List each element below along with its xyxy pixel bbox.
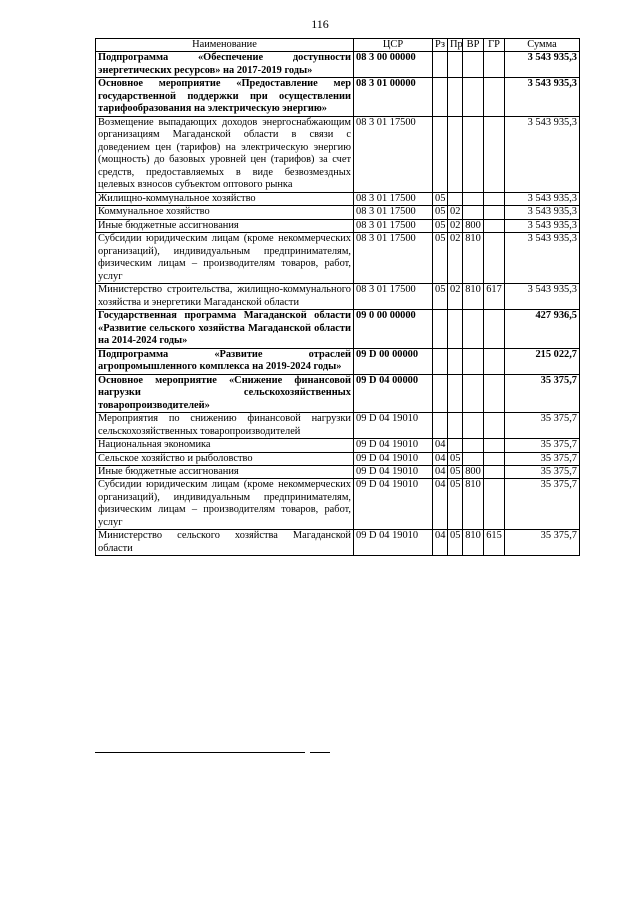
cell-sum: 3 543 935,3 — [505, 206, 580, 219]
header-sum: Сумма — [505, 39, 580, 52]
cell-gr — [484, 452, 505, 465]
cell-name: Мероприятия по снижению финансовой нагрузки сельскохозяйственных товаропроизводителей — [96, 413, 354, 439]
table-row — [96, 116, 580, 192]
cell-csr: 08 3 01 17500 — [354, 284, 433, 310]
cell-sum: 35 375,7 — [505, 452, 580, 465]
cell-sum: 35 375,7 — [505, 530, 580, 556]
header-pr: Пр — [448, 39, 463, 52]
cell-vr — [463, 413, 484, 439]
cell-csr: 08 3 00 00000 — [354, 52, 433, 78]
cell-rz: 04 — [433, 530, 448, 556]
cell-pr — [448, 116, 463, 192]
cell-rz — [433, 413, 448, 439]
cell-sum: 427 936,5 — [505, 310, 580, 348]
cell-csr: 09 D 04 19010 — [354, 452, 433, 465]
table-row — [96, 374, 580, 412]
cell-csr: 08 3 01 00000 — [354, 78, 433, 116]
cell-vr — [463, 52, 484, 78]
cell-name: Субсидии юридическим лицам (кроме некоммерческих организаций), индивидуальным предпринимателям, физическим лицам – производителям товаров, работ, услуг — [96, 479, 354, 530]
cell-gr — [484, 78, 505, 116]
cell-gr — [484, 465, 505, 478]
cell-pr: 05 — [448, 452, 463, 465]
cell-vr: 810 — [463, 530, 484, 556]
cell-vr — [463, 374, 484, 412]
cell-rz — [433, 348, 448, 374]
header-csr: ЦСР — [354, 39, 433, 52]
cell-csr: 09 D 04 19010 — [354, 479, 433, 530]
cell-pr — [448, 78, 463, 116]
cell-rz — [433, 310, 448, 348]
table-row — [96, 52, 580, 78]
cell-vr — [463, 439, 484, 452]
table-row — [96, 219, 580, 232]
cell-rz: 04 — [433, 465, 448, 478]
cell-name: Иные бюджетные ассигнования — [96, 219, 354, 232]
cell-name: Возмещение выпадающих доходов энергоснабжающим организациям Магаданской области в связи с доведением цен (тарифов) на электрическую энергию (мощность) до базовых уровней цен (тарифов) за счет средств, предоставляемых в виде безвозмездных целевых взносов субъектом оптового рынка — [96, 116, 354, 192]
cell-name: Министерство сельского хозяйства Магаданской области — [96, 530, 354, 556]
cell-name: Сельское хозяйство и рыболовство — [96, 452, 354, 465]
cell-gr — [484, 116, 505, 192]
table-header-row — [96, 39, 580, 52]
cell-name: Основное мероприятие «Предоставление мер государственной поддержки при осуществлении тарифообразования на электрическую энергию» — [96, 78, 354, 116]
cell-vr: 810 — [463, 233, 484, 284]
cell-pr — [448, 439, 463, 452]
table-row — [96, 413, 580, 439]
cell-name: Коммунальное хозяйство — [96, 206, 354, 219]
cell-csr: 09 D 04 19010 — [354, 530, 433, 556]
cell-pr: 02 — [448, 233, 463, 284]
footer-rule-left — [95, 752, 305, 753]
cell-rz: 05 — [433, 206, 448, 219]
cell-rz: 05 — [433, 233, 448, 284]
cell-pr: 05 — [448, 465, 463, 478]
cell-sum: 3 543 935,3 — [505, 192, 580, 205]
cell-sum: 3 543 935,3 — [505, 219, 580, 232]
cell-pr — [448, 374, 463, 412]
cell-gr — [484, 479, 505, 530]
table-row — [96, 284, 580, 310]
table-row — [96, 348, 580, 374]
cell-csr: 09 D 00 00000 — [354, 348, 433, 374]
cell-vr — [463, 452, 484, 465]
table-row — [96, 206, 580, 219]
cell-name: Иные бюджетные ассигнования — [96, 465, 354, 478]
table-row — [96, 233, 580, 284]
cell-vr — [463, 206, 484, 219]
cell-rz: 05 — [433, 192, 448, 205]
page-number: 116 — [311, 17, 329, 31]
table-row — [96, 439, 580, 452]
cell-gr — [484, 233, 505, 284]
cell-sum: 35 375,7 — [505, 413, 580, 439]
cell-vr — [463, 310, 484, 348]
cell-csr: 09 D 04 19010 — [354, 413, 433, 439]
cell-name: Министерство строительства, жилищно-коммунального хозяйства и энергетики Магаданской области — [96, 284, 354, 310]
cell-name: Подпрограмма «Развитие отраслей агропромышленного комплекса на 2019-2024 годы» — [96, 348, 354, 374]
cell-rz: 04 — [433, 452, 448, 465]
cell-rz — [433, 78, 448, 116]
cell-gr — [484, 192, 505, 205]
cell-rz: 04 — [433, 479, 448, 530]
cell-gr — [484, 348, 505, 374]
cell-name: Национальная экономика — [96, 439, 354, 452]
cell-sum: 3 543 935,3 — [505, 116, 580, 192]
cell-sum: 215 022,7 — [505, 348, 580, 374]
table-row — [96, 479, 580, 530]
cell-pr — [448, 52, 463, 78]
cell-pr: 05 — [448, 479, 463, 530]
cell-sum: 3 543 935,3 — [505, 284, 580, 310]
cell-name: Жилищно-коммунальное хозяйство — [96, 192, 354, 205]
cell-csr: 08 3 01 17500 — [354, 192, 433, 205]
cell-name: Основное мероприятие «Снижение финансовой нагрузки сельскохозяйственных товаропроизводителей» — [96, 374, 354, 412]
cell-rz: 05 — [433, 284, 448, 310]
cell-csr: 09 0 00 00000 — [354, 310, 433, 348]
cell-gr — [484, 413, 505, 439]
header-name: Наименование — [96, 39, 354, 52]
cell-pr — [448, 413, 463, 439]
cell-sum: 35 375,7 — [505, 374, 580, 412]
cell-rz — [433, 52, 448, 78]
cell-gr — [484, 206, 505, 219]
table-row — [96, 465, 580, 478]
cell-gr — [484, 52, 505, 78]
cell-pr — [448, 192, 463, 205]
cell-sum: 35 375,7 — [505, 465, 580, 478]
budget-table — [95, 38, 580, 556]
cell-pr: 02 — [448, 219, 463, 232]
cell-gr: 615 — [484, 530, 505, 556]
cell-name: Подпрограмма «Обеспечение доступности энергетических ресурсов» на 2017-2019 годы» — [96, 52, 354, 78]
cell-gr — [484, 219, 505, 232]
cell-csr: 08 3 01 17500 — [354, 206, 433, 219]
cell-sum: 3 543 935,3 — [505, 52, 580, 78]
cell-vr: 810 — [463, 284, 484, 310]
cell-sum: 35 375,7 — [505, 479, 580, 530]
header-vr: ВР — [463, 39, 484, 52]
table-row — [96, 192, 580, 205]
cell-vr: 800 — [463, 465, 484, 478]
cell-vr: 810 — [463, 479, 484, 530]
header-gr: ГР — [484, 39, 505, 52]
cell-csr: 08 3 01 17500 — [354, 219, 433, 232]
cell-gr — [484, 374, 505, 412]
cell-vr — [463, 78, 484, 116]
cell-rz — [433, 116, 448, 192]
cell-rz: 05 — [433, 219, 448, 232]
table-row — [96, 530, 580, 556]
cell-csr: 08 3 01 17500 — [354, 233, 433, 284]
cell-vr — [463, 192, 484, 205]
table-row — [96, 78, 580, 116]
cell-csr: 08 3 01 17500 — [354, 116, 433, 192]
footer-rule-right — [310, 752, 330, 753]
table-row — [96, 452, 580, 465]
cell-pr — [448, 348, 463, 374]
cell-gr — [484, 310, 505, 348]
cell-rz: 04 — [433, 439, 448, 452]
cell-sum: 3 543 935,3 — [505, 78, 580, 116]
cell-csr: 09 D 04 19010 — [354, 439, 433, 452]
table-row — [96, 310, 580, 348]
cell-name: Субсидии юридическим лицам (кроме некоммерческих организаций), индивидуальным предпринимателям, физическим лицам – производителям товаров, работ, услуг — [96, 233, 354, 284]
cell-csr: 09 D 04 00000 — [354, 374, 433, 412]
cell-sum: 35 375,7 — [505, 439, 580, 452]
cell-sum: 3 543 935,3 — [505, 233, 580, 284]
cell-vr — [463, 116, 484, 192]
cell-pr: 05 — [448, 530, 463, 556]
cell-name: Государственная программа Магаданской области «Развитие сельского хозяйства Магаданской области на 2014-2024 годы» — [96, 310, 354, 348]
cell-pr: 02 — [448, 206, 463, 219]
cell-vr — [463, 348, 484, 374]
header-rz: Рз — [433, 39, 448, 52]
cell-pr — [448, 310, 463, 348]
cell-csr: 09 D 04 19010 — [354, 465, 433, 478]
cell-gr — [484, 439, 505, 452]
cell-vr: 800 — [463, 219, 484, 232]
cell-gr: 617 — [484, 284, 505, 310]
cell-pr: 02 — [448, 284, 463, 310]
cell-rz — [433, 374, 448, 412]
